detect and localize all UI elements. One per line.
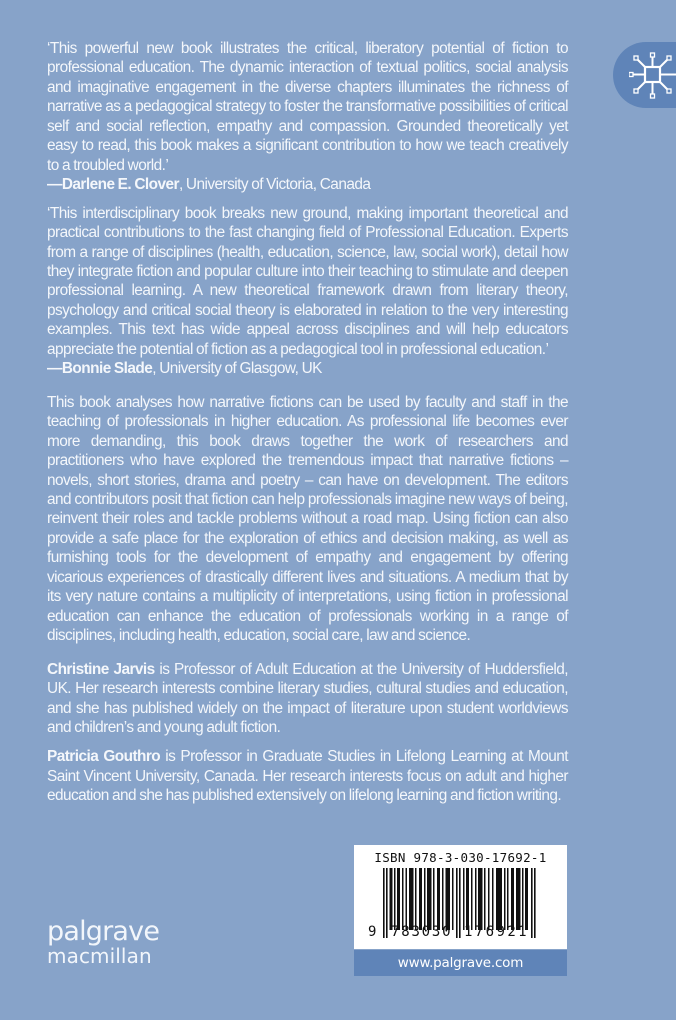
cover-text xyxy=(47,39,568,806)
publisher-logo xyxy=(47,918,159,966)
endorser-name: Bonnie Slade xyxy=(61,360,153,378)
barcode-digits-right: 176921 xyxy=(464,924,529,940)
endorsement-attribution: —Bonnie Slade, University of Glasgow, UK xyxy=(47,360,322,378)
network-chip-icon xyxy=(629,52,676,100)
series-badge xyxy=(613,42,676,108)
endorsement-attribution: —Darlene E. Clover, University of Victoria, Canada xyxy=(47,176,371,194)
endorser-affiliation: , University of Glasgow, UK xyxy=(152,360,322,378)
book-description: This book analyses how narrative fictions can be used by faculty and staff in the teaching of professionals in higher education. As professional life becomes ever more demanding, this book draws together the work of researchers and practitioners who have explored the tremendous impact that narrative fictions – novels, short stories, drama and poetry – can have on development. The editors and contributors posit that fiction can help professionals imagine new ways of being, reinvent their roles and tackle problems without a road map. Using fiction can also provide a safe place for the exploration of ethics and decision making, as well as furnishing tools for the development of empathy and engagement by offering vicarious experiences of drastically different lives and situations. A medium that by its very nature contains a multiplicity of interpretations, using fiction in professional education can enhance the education of professionals working in a range of disciplines, including health, education, social care, law and science. xyxy=(47,393,568,645)
publisher-logo-palgrave: palgrave xyxy=(47,916,160,947)
editor-name: Patricia Gouthro xyxy=(47,748,161,766)
endorser-affiliation: , University of Victoria, Canada xyxy=(178,176,371,194)
editor-bio: Patricia Gouthro is Professor in Graduate Studies in Lifelong Learning at Mount Saint Vincent University, Canada. Her research interests focus on adult and higher education and she has published extensively on lifelong learning and fiction writing. xyxy=(47,748,568,805)
editor-name: Christine Jarvis xyxy=(47,660,155,678)
publisher-logo-macmillan: macmillan xyxy=(47,944,152,968)
barcode-bars xyxy=(354,845,567,949)
isbn-label: ISBN 978-3-030-17692-1 xyxy=(374,850,547,865)
isbn-barcode xyxy=(354,845,567,949)
barcode-digit-prefix: 9 xyxy=(368,924,377,940)
publisher-website: www.palgrave.com xyxy=(354,950,567,976)
endorsement-quote: ‘This interdisciplinary book breaks new ground, making important theoretical and practical contributions to the fast changing field of Professional Education. Experts from a range of disciplines (health, education, science, law, social work), detail how they integrate fiction and popular culture into their teaching to stimulate and deepen professional learning. A new theoretical framework drawn from literary theory, psychology and critical social theory is elaborated in relation to the very interesting examples. This text has wide appeal across disciplines and will help educators appreciate the potential of fiction as a pedagogical tool in professional education.’ xyxy=(47,204,568,358)
endorser-name: Darlene E. Clover xyxy=(61,176,179,194)
editor-bio: Christine Jarvis is Professor of Adult Education at the University of Huddersfield, UK. Her research interests combine literary studies, cultural studies and education, and she has published widely on the impact of literature upon student worldviews and children’s and young adult fiction. xyxy=(47,660,569,736)
endorsement-quote: ‘This powerful new book illustrates the critical, liberatory potential of fiction to professional education. The dynamic interaction of textual politics, social analysis and imaginative engagement in the diverse chapters illuminates the richness of narrative as a pedagogical strategy to foster the transformative possibilities of critical self and social reflection, empathy and compassion. Grounded theoretically yet easy to read, this book makes a significant contribution to how we teach creatively to a troubled world.’ xyxy=(47,40,568,174)
barcode-digits-left: 783030 xyxy=(391,924,453,940)
